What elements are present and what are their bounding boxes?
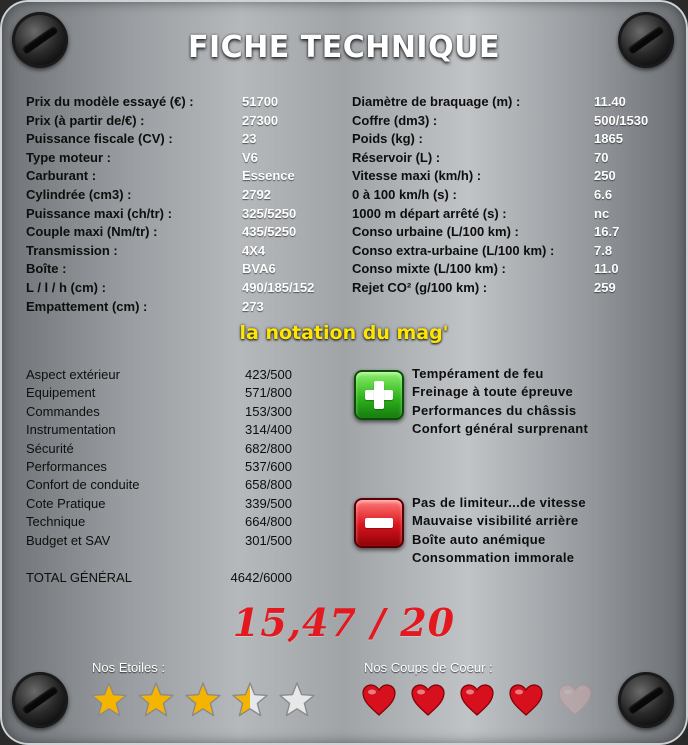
spec-value: 250 xyxy=(594,168,616,184)
minus-point: Mauvaise visibilité arrière xyxy=(412,513,579,529)
star-icon xyxy=(137,681,175,719)
score-value: 423/500 xyxy=(245,367,292,382)
spec-value: 4X4 xyxy=(242,242,266,258)
score-label: Aspect extérieur xyxy=(26,367,120,382)
final-score: 15,47 / 20 xyxy=(232,600,456,645)
score-label: Budget et SAV xyxy=(26,532,111,548)
spec-value: 1865 xyxy=(594,131,623,147)
total-label: TOTAL GÉNÉRAL xyxy=(26,570,132,585)
plus-icon xyxy=(354,370,404,420)
score-value: 537/600 xyxy=(245,459,292,474)
spec-label: Transmission : xyxy=(26,242,118,258)
spec-label: Prix du modèle essayé (€) : xyxy=(26,94,194,109)
spec-label: Couple maxi (Nm/tr) : xyxy=(26,224,158,240)
score-label: Sécurité xyxy=(26,440,74,456)
spec-value: 259 xyxy=(594,280,616,295)
spec-label: Puissance maxi (ch/tr) : xyxy=(26,205,172,221)
spec-label: Cylindrée (cm3) : xyxy=(26,187,132,202)
spec-value: 435/5250 xyxy=(242,224,297,240)
spec-label: Carburant : xyxy=(26,168,97,184)
spec-value: nc xyxy=(594,205,610,221)
spec-label: Vitesse maxi (km/h) : xyxy=(352,168,482,184)
star-icon xyxy=(184,681,222,719)
spec-value: Essence xyxy=(242,168,295,184)
spec-label: Empattement (cm) : xyxy=(26,298,148,314)
score-label: Commandes xyxy=(26,403,100,419)
score-value: 664/800 xyxy=(245,514,292,530)
spec-label: Poids (kg) : xyxy=(352,131,423,147)
score-label: Instrumentation xyxy=(26,422,116,438)
spec-value: 51700 xyxy=(242,94,279,109)
spec-value: 11.40 xyxy=(594,94,626,109)
spec-value: 325/5250 xyxy=(242,205,297,221)
spec-label: Coffre (dm3) : xyxy=(352,112,438,128)
score-value: 339/500 xyxy=(245,495,292,511)
hearts-label: Nos Coups de Coeur : xyxy=(364,660,493,675)
minus-point: Boîte auto anémique xyxy=(412,531,546,547)
score-label: Equipement xyxy=(26,385,96,401)
heart-icon xyxy=(507,681,545,719)
spec-value: 500/1530 xyxy=(594,112,649,128)
spec-label: 0 à 100 km/h (s) : xyxy=(352,187,457,202)
star-icon xyxy=(278,681,316,719)
spec-value: 23 xyxy=(242,131,257,147)
heart-icon xyxy=(458,681,496,719)
spec-value: 2792 xyxy=(242,187,271,202)
plus-point: Freinage à toute épreuve xyxy=(412,384,574,400)
spec-value: 16.7 xyxy=(594,224,620,240)
spec-label: Diamètre de braquage (m) : xyxy=(352,94,521,109)
spec-label: L / l / h (cm) : xyxy=(26,280,106,295)
spec-value: BVA6 xyxy=(242,261,276,277)
minus-point: Consommation immorale xyxy=(412,550,575,566)
star-icon xyxy=(90,681,128,719)
star-icon xyxy=(231,681,269,719)
score-value: 571/800 xyxy=(245,385,292,401)
screw-icon xyxy=(12,672,68,728)
heart-icon xyxy=(360,681,398,719)
stars-label: Nos Etoiles : xyxy=(92,660,165,675)
spec-value: 490/185/152 xyxy=(242,280,315,295)
spec-label: 1000 m départ arrêté (s) : xyxy=(352,205,507,221)
spec-label: Prix (à partir de/€) : xyxy=(26,112,145,128)
heart-icon xyxy=(556,681,594,719)
plus-point: Confort général surprenant xyxy=(412,421,589,437)
spec-label: Conso mixte (L/100 km) : xyxy=(352,261,506,277)
spec-value: 11.0 xyxy=(594,261,619,277)
spec-label: Boîte : xyxy=(26,261,67,277)
score-value: 301/500 xyxy=(245,532,292,548)
screw-icon xyxy=(618,672,674,728)
total-value: 4642/6000 xyxy=(230,570,292,585)
minus-point: Pas de limiteur...de vitesse xyxy=(412,495,586,510)
score-label: Performances xyxy=(26,459,107,474)
score-label: Cote Pratique xyxy=(26,495,106,511)
spec-value: V6 xyxy=(242,149,258,165)
score-value: 314/400 xyxy=(245,422,292,438)
plus-point: Performances du châssis xyxy=(412,402,577,418)
spec-value: 273 xyxy=(242,298,264,314)
notation-title: la notation du mag' xyxy=(239,322,449,344)
spec-value: 27300 xyxy=(242,112,279,128)
score-value: 682/800 xyxy=(245,440,292,456)
score-label: Confort de conduite xyxy=(26,477,140,493)
spec-label: Type moteur : xyxy=(26,149,111,165)
heart-icon xyxy=(409,681,447,719)
minus-icon xyxy=(354,498,404,548)
spec-label: Conso extra-urbaine (L/100 km) : xyxy=(352,242,555,258)
score-value: 658/800 xyxy=(245,477,292,493)
spec-value: 70 xyxy=(594,149,609,165)
plus-point: Tempérament de feu xyxy=(412,366,544,381)
spec-value: 7.8 xyxy=(594,242,613,258)
score-label: Technique xyxy=(26,514,86,530)
spec-label: Réservoir (L) : xyxy=(352,149,441,165)
score-value: 153/300 xyxy=(245,403,292,419)
spec-label: Conso urbaine (L/100 km) : xyxy=(352,224,519,240)
page-title: FICHE TECHNIQUE xyxy=(188,30,500,65)
spec-label: Puissance fiscale (CV) : xyxy=(26,131,173,147)
spec-value: 6.6 xyxy=(594,187,613,202)
spec-label: Rejet CO² (g/100 km) : xyxy=(352,280,488,295)
